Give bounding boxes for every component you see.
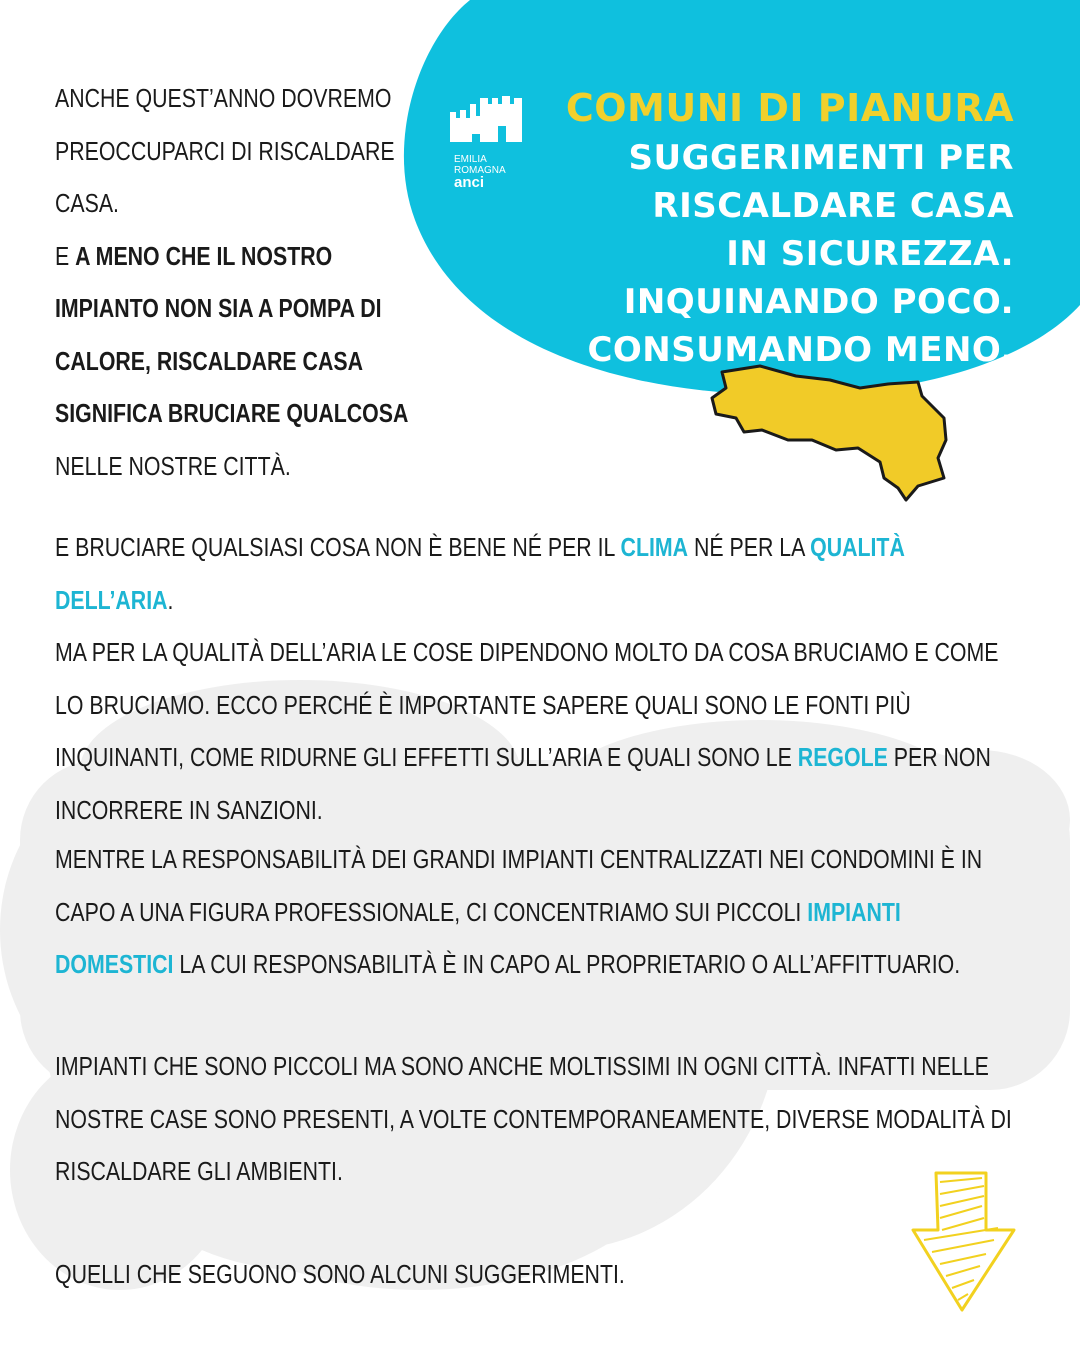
intro-line	[55, 282, 426, 335]
header-subtitle-line: RISCALDARE CASA	[652, 186, 1014, 226]
page-title: COMUNI DI PIANURA	[565, 86, 1014, 130]
text-line	[55, 731, 1023, 784]
intro-line	[55, 335, 426, 388]
text-span: LA CUI RESPONSABILITÀ È IN CAPO AL PROPRIETARIO O ALL’AFFITTUARIO.	[173, 949, 961, 979]
logo-text-line2: ROMAGNA	[454, 165, 506, 176]
intro-bold: SIGNIFICA BRUCIARE QUALCOSA	[55, 398, 409, 428]
castle-icon	[446, 92, 526, 154]
text-line: IMPIANTI CHE SONO PICCOLI MA SONO ANCHE MOLTISSIMI IN OGNI CITTÀ. INFATTI NELLE	[55, 1051, 989, 1081]
text-span: CAPO A UNA FIGURA PROFESSIONALE, CI CONCENTRIAMO SUI PICCOLI	[55, 896, 808, 927]
intro-line: NELLE NOSTRE CITTÀ.	[55, 450, 291, 481]
header-title-block	[566, 82, 1014, 374]
text-line: MENTRE LA RESPONSABILITÀ DEI GRANDI IMPIANTI CENTRALIZZATI NEI CONDOMINI È IN	[55, 844, 983, 874]
intro-bold: IMPIANTO NON SIA A POMPA DI	[55, 293, 382, 323]
text-line: LO BRUCIAMO. ECCO PERCHÉ È IMPORTANTE SAPERE QUALI SONO LE FONTI PIÙ	[55, 689, 911, 720]
logo-text-line3: anci	[454, 174, 485, 191]
header-subtitle-line: INQUINANDO POCO.	[623, 282, 1014, 322]
highlight-clima: CLIMA	[620, 532, 689, 562]
header-subtitle-line: CONSUMANDO MENO.	[587, 330, 1014, 370]
text-line: MA PER LA QUALITÀ DELL’ARIA LE COSE DIPENDONO MOLTO DA COSA BRUCIAMO E COME	[55, 637, 999, 667]
intro-bold: A MENO CHE IL NOSTRO	[75, 240, 333, 271]
text-span: PER NON	[887, 742, 991, 772]
text-span: NÉ PER LA	[688, 532, 811, 562]
text-line: NOSTRE CASE SONO PRESENTI, A VOLTE CONTEMPORANEAMENTE, DIVERSE MODALITÀ DI	[55, 1103, 1012, 1134]
paragraph-climate	[55, 521, 1023, 836]
intro-line: ANCHE QUEST’ANNO DOVREMO	[55, 83, 392, 113]
text-span: .	[167, 584, 174, 615]
intro-paragraph	[55, 72, 426, 492]
intro-line: CASA.	[55, 188, 119, 218]
text-span: E BRUCIARE QUALSIASI COSA NON È BENE NÉ PER IL	[55, 532, 621, 562]
text-span: INQUINANTI, COME RIDURNE GLI EFFETTI SULL’ARIA E QUALI SONO LE	[55, 742, 798, 772]
text-line: INCORRERE IN SANZIONI.	[55, 794, 323, 825]
intro-e: E	[55, 240, 76, 271]
text-line	[55, 886, 1023, 939]
text-line	[55, 938, 1023, 991]
header-subtitle-line: IN SICUREZZA.	[726, 234, 1014, 274]
logo-text-line1: EMILIA	[454, 154, 487, 165]
paragraph-closing	[55, 1248, 1023, 1301]
intro-line	[55, 387, 426, 440]
text-line	[55, 521, 1023, 626]
highlight-impianti: IMPIANTI	[807, 896, 901, 927]
intro-line	[55, 230, 426, 283]
emilia-romagna-anci-logo	[446, 92, 536, 202]
text-line: RISCALDARE GLI AMBIENTI.	[55, 1156, 343, 1186]
header-subtitle-line: SUGGERIMENTI PER	[628, 138, 1014, 178]
emilia-romagna-map-icon	[712, 366, 946, 500]
highlight-qualita-aria: QUALITÀ DELL’ARIA	[55, 532, 905, 615]
highlight-regole: REGOLE	[797, 742, 888, 772]
highlight-domestici: DOMESTICI	[55, 949, 174, 979]
paragraph-systems	[55, 1040, 1023, 1198]
paragraph-responsibility	[55, 833, 1023, 991]
intro-line: PREOCCUPARCI DI RISCALDARE	[55, 135, 395, 166]
text-line: QUELLI CHE SEGUONO SONO ALCUNI SUGGERIMENTI.	[55, 1259, 625, 1289]
intro-bold: CALORE, RISCALDARE CASA	[55, 345, 363, 376]
